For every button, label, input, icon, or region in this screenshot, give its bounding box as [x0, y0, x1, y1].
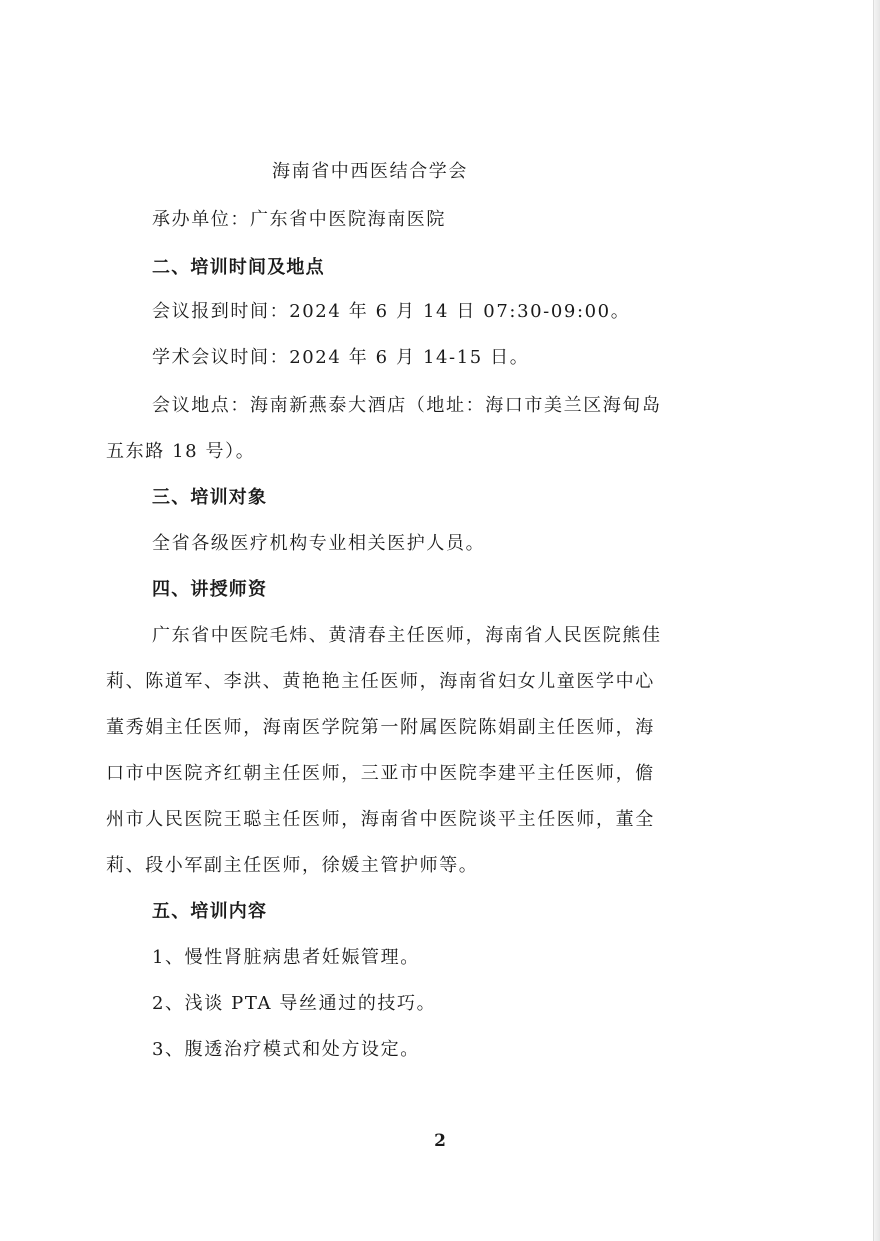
organizer-line: 海南省中西医结合学会: [272, 161, 468, 182]
section-heading-content: 五、培训内容: [152, 901, 268, 922]
registration-time-line: 会议报到时间：2024 年 6 月 14 日 07:30-09:00。: [152, 301, 631, 322]
content-item: 3、腹透治疗模式和处方设定。: [152, 1039, 420, 1060]
content-item: 1、慢性肾脏病患者妊娠管理。: [152, 947, 420, 968]
faculty-line: 莉、陈道军、李洪、黄艳艳主任医师，海南省妇女儿童医学中心: [106, 671, 655, 692]
faculty-line: 口市中医院齐红朝主任医师，三亚市中医院李建平主任医师，儋: [106, 763, 655, 784]
venue-line-1: 会议地点：海南新燕泰大酒店（地址：海口市美兰区海甸岛: [152, 395, 662, 416]
content-item: 2、浅谈 PTA 导丝通过的技巧。: [152, 993, 437, 1014]
faculty-line: 广东省中医院毛炜、黄清春主任医师，海南省人民医院熊佳: [152, 625, 662, 646]
faculty-line: 董秀娟主任医师，海南医学院第一附属医院陈娟副主任医师，海: [106, 717, 655, 738]
audience-line: 全省各级医疗机构专业相关医护人员。: [152, 533, 486, 554]
host-unit-line: 承办单位：广东省中医院海南医院: [152, 209, 446, 230]
section-heading-time-venue: 二、培训时间及地点: [152, 257, 325, 278]
meeting-time-line: 学术会议时间：2024 年 6 月 14-15 日。: [152, 347, 530, 368]
page-number: 2: [434, 1131, 446, 1151]
section-heading-faculty: 四、讲授师资: [152, 579, 268, 600]
faculty-line: 莉、段小军副主任医师，徐媛主管护师等。: [106, 855, 479, 876]
faculty-line: 州市人民医院王聪主任医师，海南省中医院谈平主任医师，董全: [106, 809, 655, 830]
section-heading-audience: 三、培训对象: [152, 487, 268, 508]
venue-line-2: 五东路 18 号）。: [106, 441, 256, 462]
page-edge-divider: [873, 0, 880, 1241]
